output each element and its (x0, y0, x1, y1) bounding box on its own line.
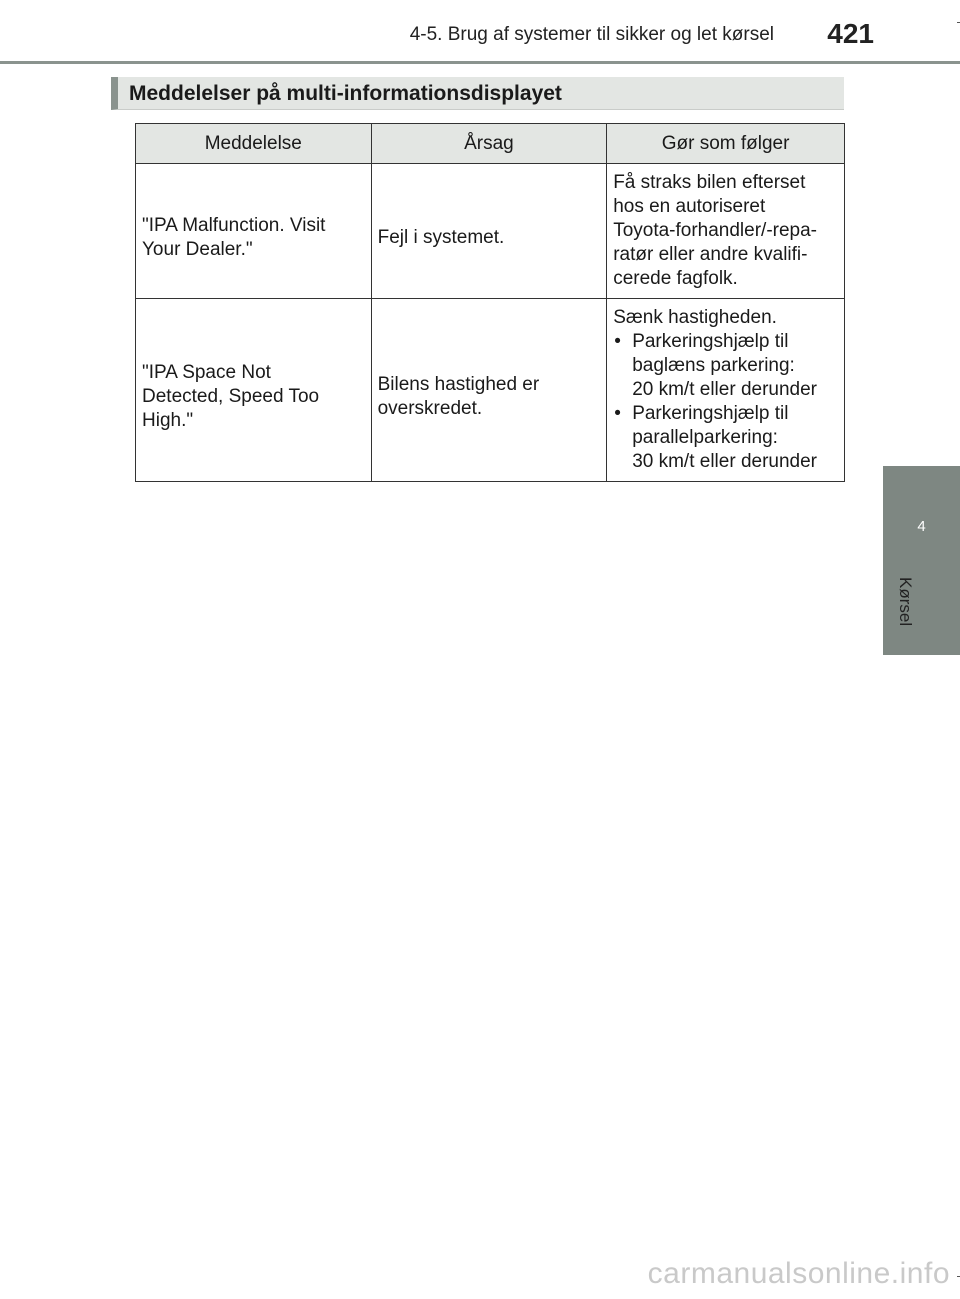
column-header-cause: Årsag (371, 124, 607, 164)
action-bullet-item (613, 330, 838, 402)
action-cell (607, 164, 845, 299)
watermark: carmanualsonline.info (647, 1257, 950, 1290)
action-line: Toyota-forhandler/-repa- (613, 220, 818, 241)
message-cell (136, 164, 372, 299)
column-header-message: Meddelelse (136, 124, 372, 164)
action-line: ratør eller andre kvalifi- (613, 244, 808, 265)
table-row (136, 299, 845, 482)
message-line: Your Dealer." (142, 238, 253, 260)
action-bullet-item (613, 402, 838, 474)
column-header-action: Gør som følger (607, 124, 845, 164)
cause-cell (371, 164, 607, 299)
header-rule (0, 61, 960, 64)
message-line: High." (142, 409, 194, 431)
table-row (136, 164, 845, 299)
bullet-line: parallelparkering: (632, 427, 778, 448)
table-header-row (136, 124, 845, 164)
messages-table (135, 123, 845, 482)
chapter-side-tab[interactable] (883, 466, 960, 655)
action-bullet-list (613, 330, 838, 474)
chapter-side-label: Kørsel (896, 577, 915, 627)
bullet-line: baglæns parkering: (632, 355, 795, 376)
action-cell (607, 299, 845, 482)
chapter-number: 4 (917, 518, 926, 535)
cause-line: Bilens hastighed er (377, 373, 540, 395)
bullet-line: 20 km/t eller derunder (632, 379, 818, 400)
chapter-header-title: 4-5. Brug af systemer til sikker og let kørsel (409, 24, 774, 45)
section-heading: Meddelelser på multi-informationsdisplayet (111, 77, 844, 110)
bullet-line: Parkeringshjælp til (632, 331, 789, 352)
message-line: Detected, Speed Too (142, 385, 320, 407)
action-line: hos en autoriseret (613, 196, 766, 217)
action-line: Få straks bilen efterset (613, 172, 806, 193)
action-line: cerede fagfolk. (613, 268, 738, 289)
cause-line: Fejl i systemet. (377, 226, 505, 248)
cause-cell (371, 299, 607, 482)
action-line: Sænk hastigheden. (613, 307, 777, 328)
bullet-line: Parkeringshjælp til (632, 403, 789, 424)
message-line: "IPA Space Not (142, 361, 271, 383)
page-number: 421 (827, 18, 874, 49)
cause-line: overskredet. (377, 397, 483, 419)
message-cell (136, 299, 372, 482)
bullet-line: 30 km/t eller derunder (632, 451, 818, 472)
message-line: "IPA Malfunction. Visit (142, 214, 326, 236)
